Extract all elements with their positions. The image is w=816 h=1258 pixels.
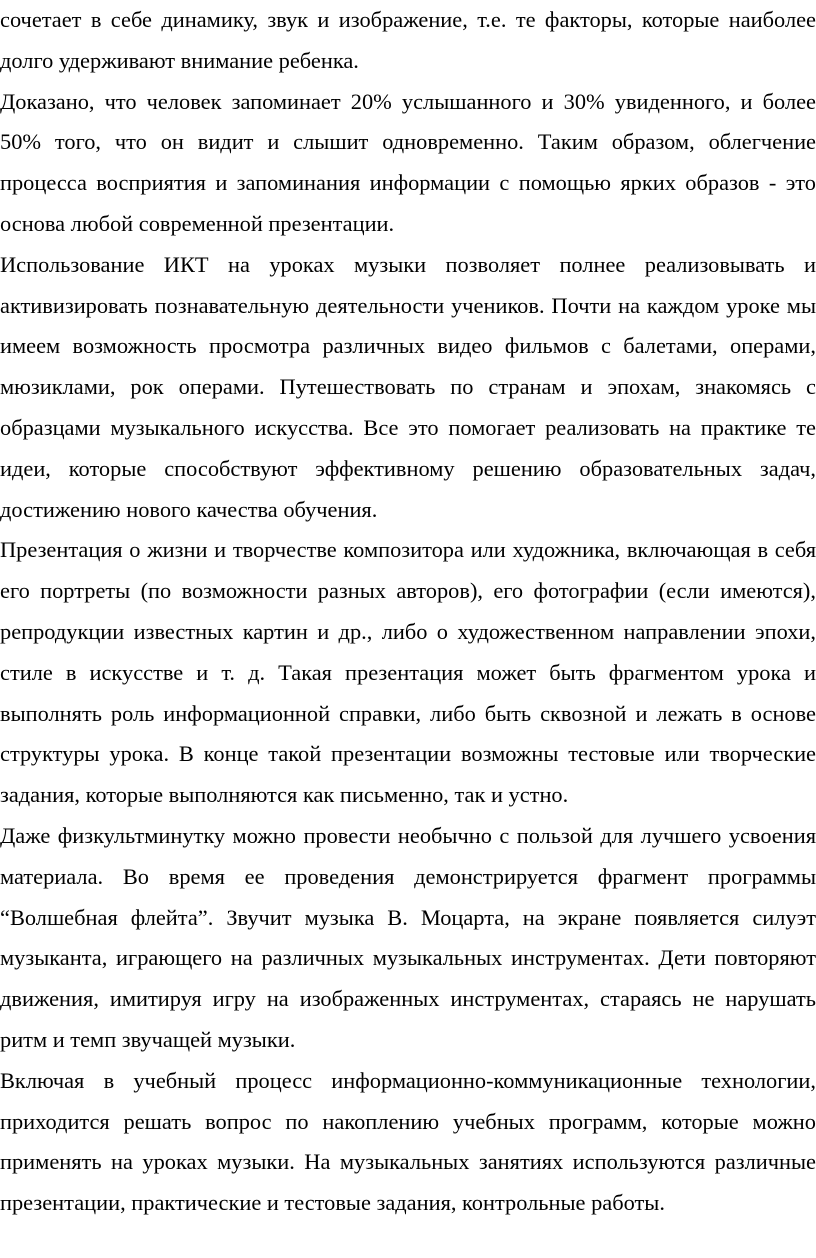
paragraph-3: Использование ИКТ на уроках музыки позволяет полнее реализовывать и активизировать познавательную деятельности учеников. Почти на каждом уроке мы имеем возможность просмотра различных видео фильмов с балетами, операми, мюзиклами, рок операми. Путешествовать по странам и эпохам, знакомясь с образцами музыкального искусства. Все это помогает реализовать на практике те идеи, которые способствуют эффективному решению образовательных задач, достижению нового качества обучения. <box>0 251 816 522</box>
paragraph-2: Доказано, что человек запоминает 20% услышанного и 30% увиденного, и более 50% того, что он видит и слышит одновременно. Таким образом, облегчение процесса восприятия и запоминания информации с помощью ярких образов - это основа любой современной презентации. <box>0 88 816 236</box>
paragraph-4: Презентация о жизни и творчестве композитора или художника, включающая в себя его портреты (по возможности разных авторов), его фотографии (если имеются), репродукции известных картин и др., либо о художественном направлении эпохи, стиле в искусстве и т. д. Такая презентация может быть фрагментом урока и выполнять роль информационной справки, либо быть сквозной и лежать в основе структуры урока. В конце такой презентации возможны тестовые или творческие задания, которые выполняются как письменно, так и устно. <box>0 537 816 808</box>
paragraph-5: Даже физкультминутку можно провести необычно с пользой для лучшего усвоения материала. Во время ее проведения демонстрируется фрагмент программы “Волшебная флейта”. Звучит музыка В. Моцарта, на экране появляется силуэт музыканта, играющего на различных музыкальных инструментах. Дети повторяют движения, имитируя игру на изображенных инструментах, стараясь не нарушать ритм и темп звучащей музыки. <box>0 822 816 1052</box>
paragraph-1: сочетает в себе динамику, звук и изображение, т.е. те факторы, которые наиболее долго удерживают внимание ребенка. <box>0 7 816 73</box>
paragraph-6: Включая в учебный процесс информационно-коммуникационные технологии, приходится решать вопрос по накоплению учебных программ, которые можно применять на уроках музыки. На музыкальных занятиях используются различные презентации, практические и тестовые задания, контрольные работы. <box>0 1067 816 1216</box>
